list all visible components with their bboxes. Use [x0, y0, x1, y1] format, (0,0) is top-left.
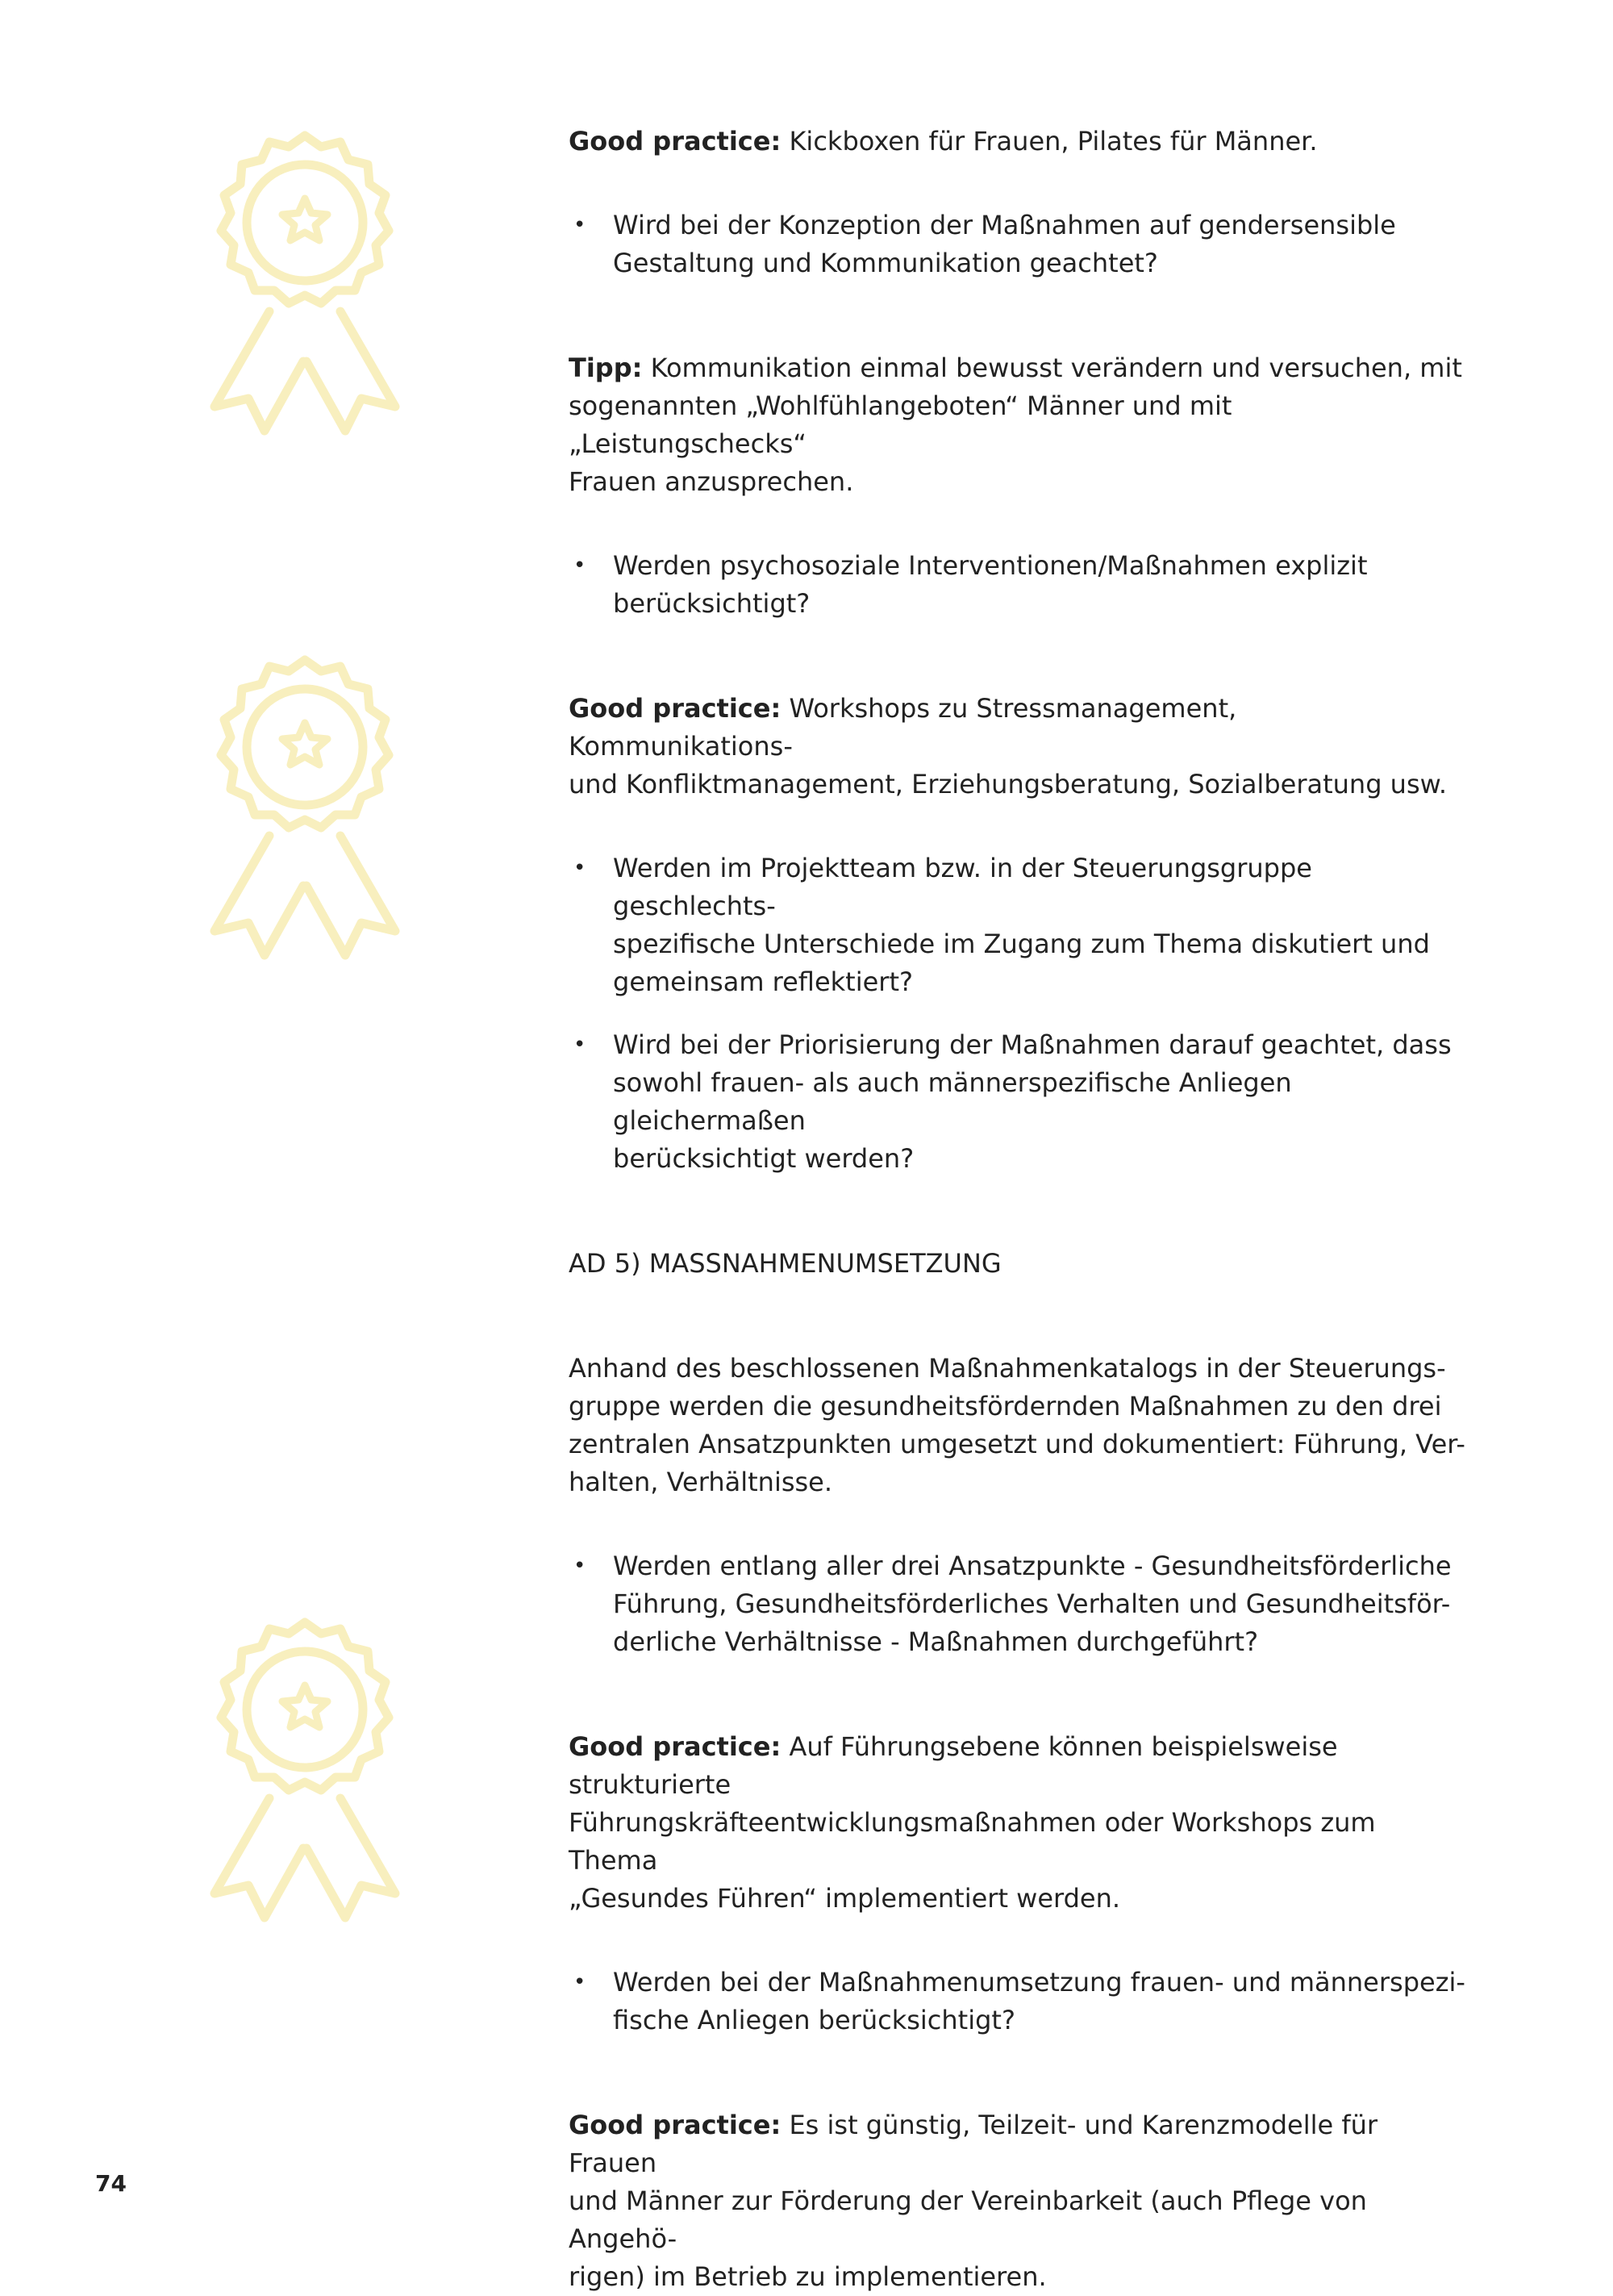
list-item [569, 207, 1468, 282]
list-item [569, 1026, 1468, 1178]
tip-line: Frauen anzusprechen. [569, 466, 854, 497]
good-practice-line: und Konfliktmanagement, Erziehungsberatung, Sozialberatung usw. [569, 769, 1448, 799]
bullet-list-1 [569, 207, 1468, 282]
bullet-line: derliche Verhältnisse - Maßnahmen durchgeführt? [613, 1626, 1259, 1657]
bullet-line: Wird bei der Priorisierung der Maßnahmen darauf geachtet, dass [613, 1029, 1452, 1060]
paragraph-line: halten, Verhältnisse. [569, 1467, 833, 1497]
good-practice-label: Good practice: [569, 1731, 781, 1762]
bullet-line: Gestaltung und Kommunikation geachtet? [613, 248, 1158, 278]
main-content [569, 123, 1468, 2296]
good-practice-3 [569, 1728, 1468, 1918]
paragraph-line: gruppe werden die gesundheitsfördernden Maßnahmen zu den drei [569, 1391, 1442, 1421]
bullet-list-3 [569, 850, 1468, 1178]
good-practice-line: Führungskräfteentwicklungsmaßnahmen oder Workshops zum Thema [569, 1807, 1376, 1876]
bullet-line: Werden im Projektteam bzw. in der Steuerungsgruppe geschlechts- [613, 853, 1312, 921]
bullet-line: Werden bei der Maßnahmenumsetzung frauen- und männerspezi- [613, 1967, 1465, 1998]
bullet-line: Werden entlang aller drei Ansatzpunkte - Gesundheitsförderliche [613, 1551, 1452, 1581]
award-ribbon-icon [198, 653, 411, 960]
bullet-line: Wird bei der Konzeption der Maßnahmen auf gendersensible [613, 210, 1396, 240]
paragraph-line: Anhand des beschlossenen Maßnahmenkatalogs in der Steuerungs- [569, 1353, 1446, 1384]
good-practice-line: „Gesundes Führen“ implementiert werden. [569, 1883, 1121, 1914]
good-practice-text: Kickboxen für Frauen, Pilates für Männer. [781, 126, 1318, 157]
bullet-line: Führung, Gesundheitsförderliches Verhalten und Gesundheitsför- [613, 1588, 1451, 1619]
paragraph-line: zentralen Ansatzpunkten umgesetzt und dokumentiert: Führung, Ver- [569, 1429, 1465, 1459]
good-practice-1 [569, 123, 1468, 161]
tip-label: Tipp: [569, 353, 643, 383]
good-practice-label: Good practice: [569, 2110, 781, 2140]
good-practice-label: Good practice: [569, 126, 781, 157]
page-number: 74 [95, 2170, 127, 2197]
good-practice-2 [569, 690, 1468, 804]
bullet-list-5 [569, 1964, 1468, 2039]
list-item [569, 1964, 1468, 2039]
bullet-list-2 [569, 547, 1468, 623]
paragraph [569, 1350, 1468, 1501]
tip-line: Kommunikation einmal bewusst verändern und versuchen, mit [642, 353, 1462, 383]
list-item [569, 850, 1468, 1001]
good-practice-line: und Männer zur Förderung der Vereinbarkeit (auch Pflege von Angehö- [569, 2185, 1367, 2254]
good-practice-line: Auf Führungsebene können beispielsweise strukturierte [569, 1731, 1338, 1800]
award-ribbon-icon [198, 129, 411, 436]
award-ribbon-icon [198, 1616, 411, 1922]
bullet-line: berücksichtigt werden? [613, 1143, 915, 1174]
tip-line: sogenannten „Wohlfühlangeboten“ Männer und mit „Leistungschecks“ [569, 390, 1232, 459]
good-practice-line: Workshops zu Stressmanagement, Kommunikations- [569, 693, 1237, 762]
bullet-line: gemeinsam reflektiert? [613, 966, 913, 997]
good-practice-4 [569, 2106, 1468, 2296]
bullet-line: sowohl frauen- als auch männerspezifische Anliegen gleichermaßen [613, 1067, 1292, 1136]
tip-block [569, 349, 1468, 501]
bullet-line: fische Anliegen berücksichtigt? [613, 2005, 1015, 2035]
list-item [569, 1547, 1468, 1661]
bullet-line: spezifische Unterschiede im Zugang zum Thema diskutiert und [613, 929, 1430, 959]
bullet-list-4 [569, 1547, 1468, 1661]
section-heading: AD 5) MASSNAHMENUMSETZUNG [569, 1248, 1002, 1279]
good-practice-label: Good practice: [569, 693, 781, 724]
good-practice-line: rigen) im Betrieb zu implementieren. [569, 2261, 1047, 2292]
good-practice-line: Es ist günstig, Teilzeit- und Karenzmodelle für Frauen [569, 2110, 1378, 2178]
bullet-line: berücksichtigt? [613, 588, 811, 619]
list-item [569, 547, 1468, 623]
bullet-line: Werden psychosoziale Interventionen/Maßnahmen explizit [613, 550, 1368, 581]
